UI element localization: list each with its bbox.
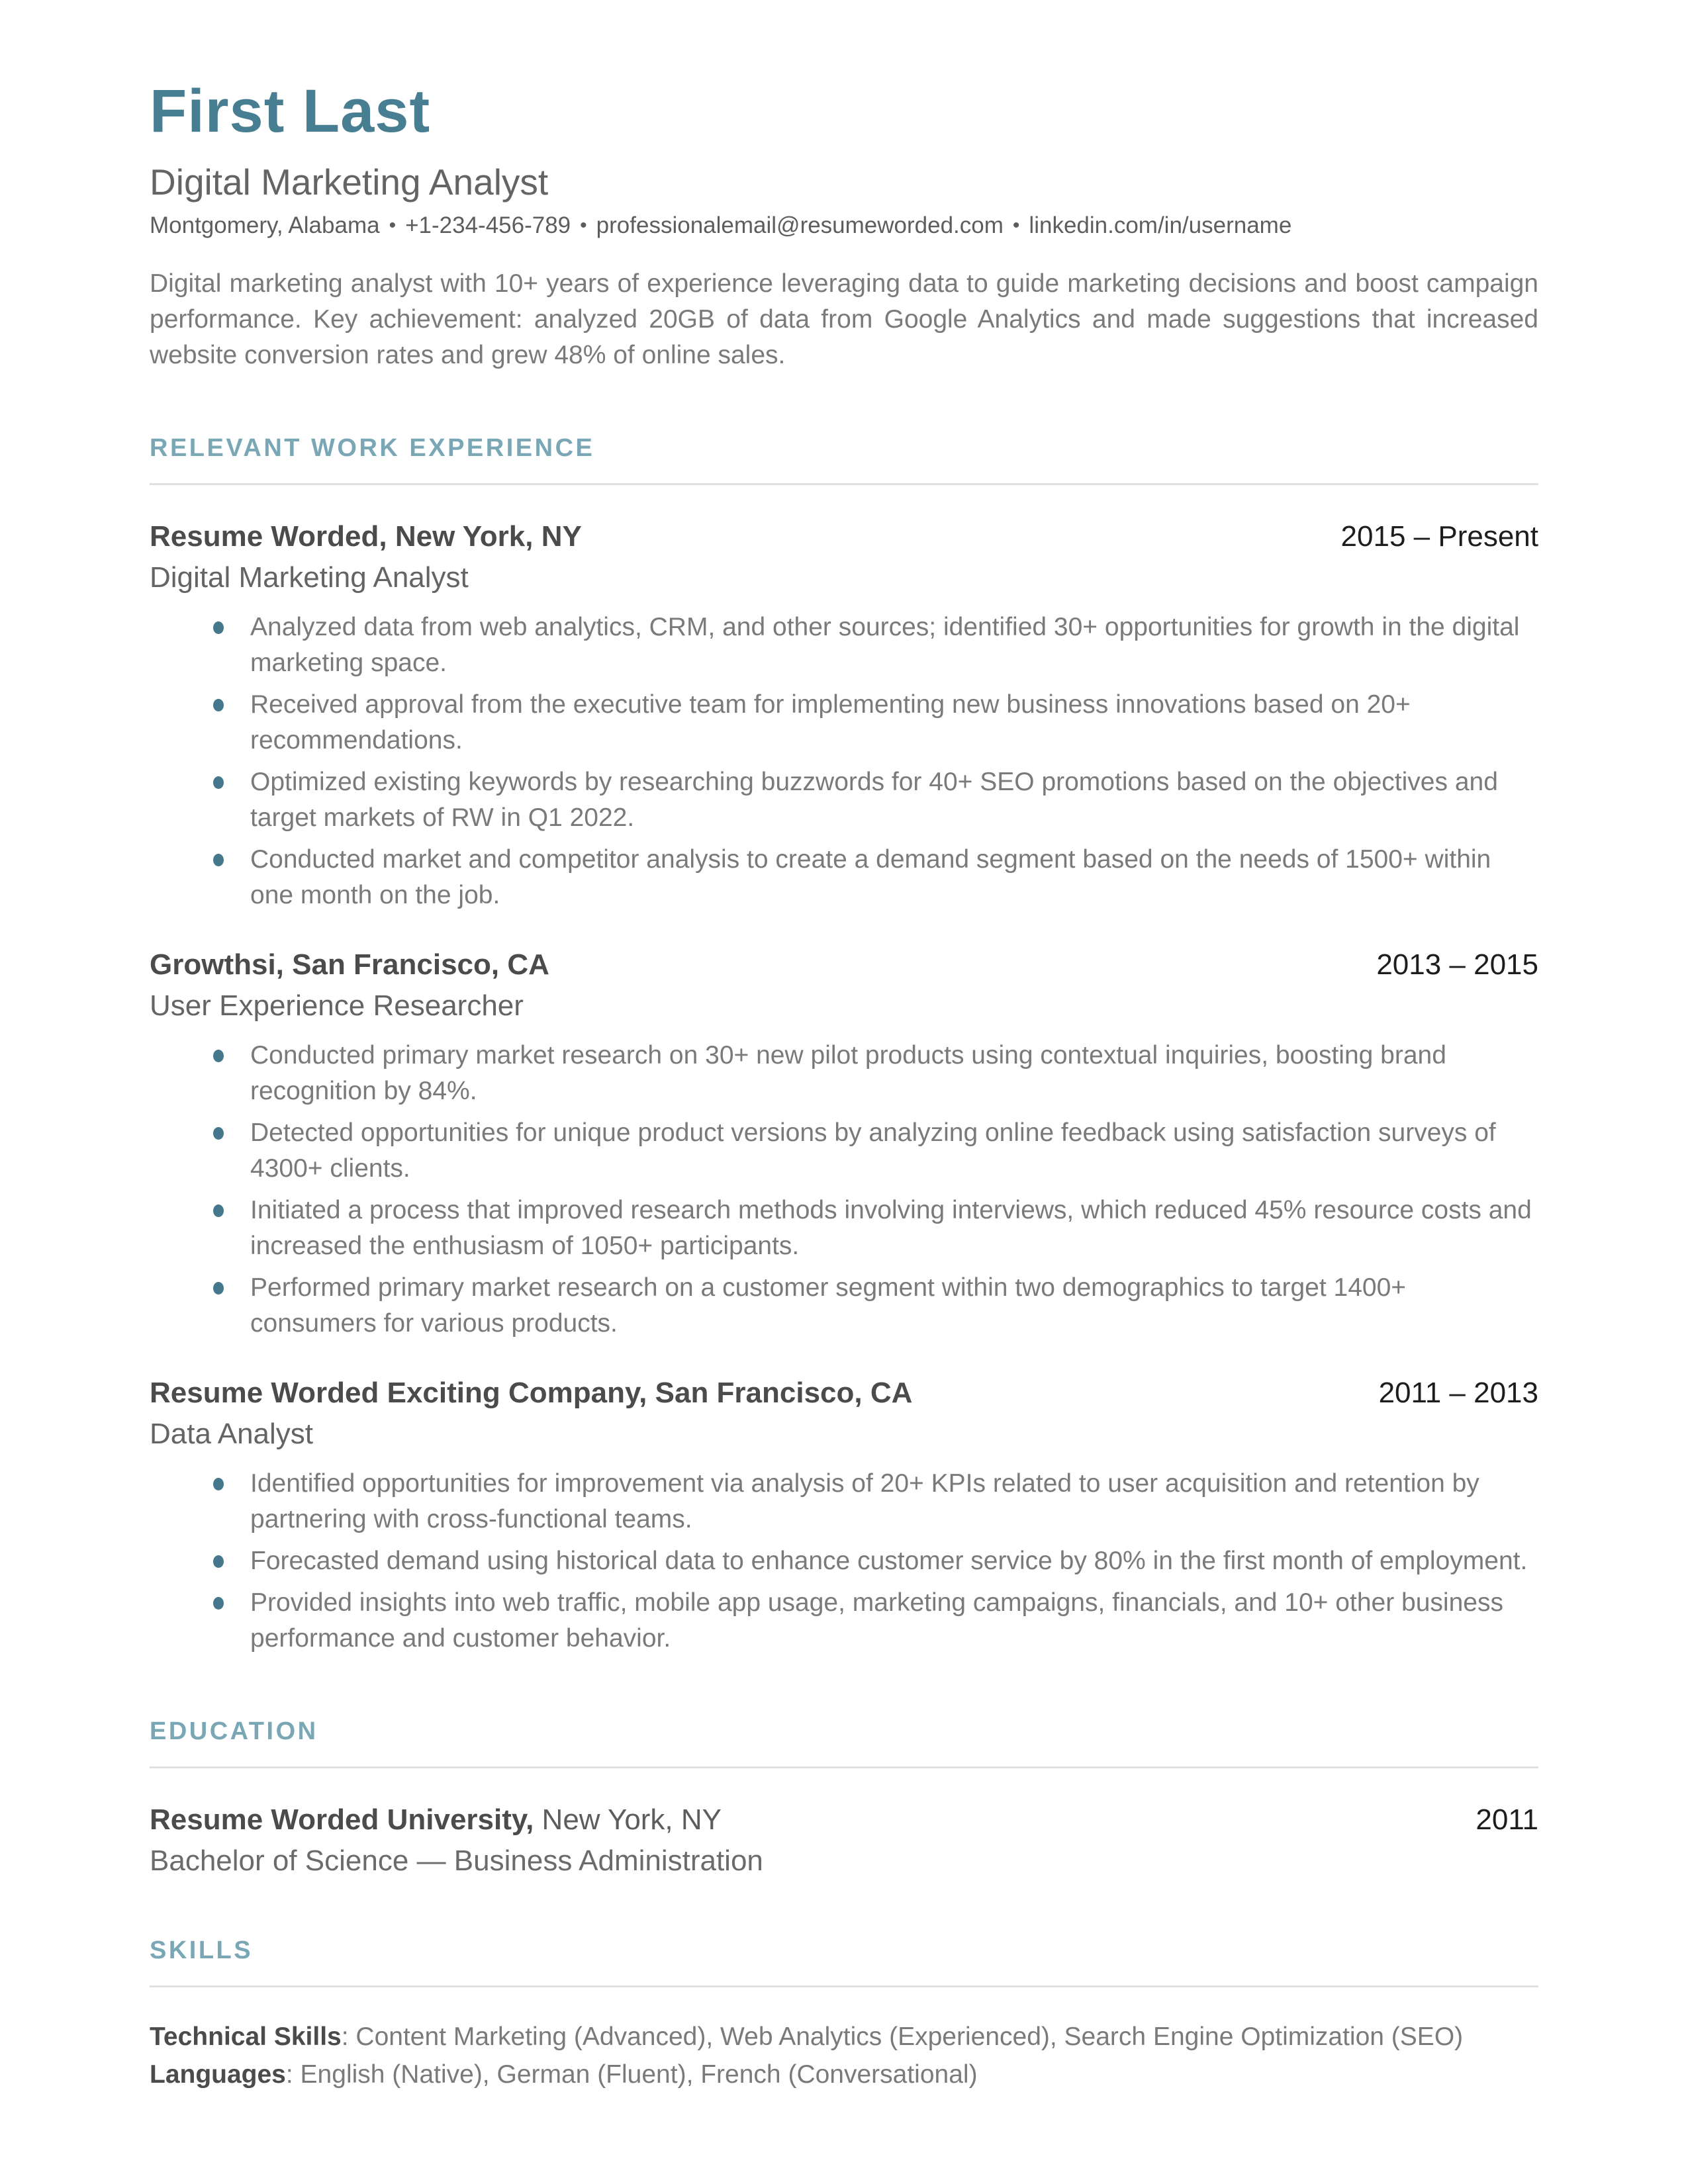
job-dates: 2011 – 2013 (1378, 1377, 1538, 1409)
bullet-text: Identified opportunities for improvement via analysis of 20+ KPIs related to user acquisition and retention by partnering with cross-functional teams. (250, 1469, 1479, 1533)
skills-block (150, 2018, 1538, 2093)
skills-heading: SKILLS (150, 1936, 254, 1964)
bullet-text: Conducted primary market research on 30+ new pilot products using contextual inquiries, boosting brand recognition by 84%. (250, 1041, 1446, 1105)
skill-label: Languages (150, 2060, 286, 2089)
skill-values: : English (Native), German (Fluent), French (Conversational) (285, 2060, 978, 2089)
section-divider (150, 483, 1538, 485)
bullet-dot (213, 1127, 224, 1140)
job-bullet-list (150, 1038, 1538, 1342)
education-heading: EDUCATION (150, 1717, 318, 1745)
bullet-item (150, 1270, 1538, 1342)
bullet-item (150, 1543, 1538, 1579)
section-divider (150, 1766, 1538, 1768)
company-name: Resume Worded, New York, NY (150, 520, 582, 553)
bullet-dot (213, 1478, 224, 1490)
section-education (150, 1719, 1538, 1876)
bullet-item (150, 764, 1538, 836)
bullet-text: Performed primary market research on a customer segment within two demographics to target 1400+ consumers for various products. (250, 1273, 1407, 1338)
job-role: User Experience Researcher (150, 989, 524, 1022)
job-entry (150, 522, 1538, 913)
job-entry-header (150, 1379, 1538, 1408)
contact-location: Montgomery, Alabama (150, 212, 380, 238)
institution-bold: Resume Worded University, (150, 1803, 534, 1836)
education-dates: 2011 (1476, 1803, 1538, 1836)
bullet-dot (213, 1282, 224, 1295)
contact-linkedin: linkedin.com/in/username (1029, 212, 1292, 238)
job-entry (150, 1379, 1538, 1657)
bullet-item (150, 1466, 1538, 1537)
skill-values: : Content Marketing (Advanced), Web Analytics (Experienced), Search Engine Optimization (SEO) (341, 2023, 1464, 2051)
bullet-dot (213, 1050, 224, 1062)
skill-line-technical (150, 2018, 1538, 2056)
bullet-text: Provided insights into web traffic, mobile app usage, marketing campaigns, financials, and 10+ other business performance and customer behavior. (250, 1588, 1503, 1653)
contact-separator: • (1012, 214, 1020, 236)
contact-email: professionalemail@resumeworded.com (596, 212, 1004, 238)
education-entry-header (150, 1805, 1538, 1835)
bullet-text: Optimized existing keywords by researching buzzwords for 40+ SEO promotions based on the objectives and target markets of RW in Q1 2022. (250, 768, 1498, 832)
bullet-item (150, 1115, 1538, 1187)
bullet-text: Detected opportunities for unique product versions by analyzing online feedback using satisfaction surveys of 4300+ clients. (250, 1118, 1496, 1183)
experience-heading: RELEVANT WORK EXPERIENCE (150, 434, 595, 462)
job-bullet-list (150, 1466, 1538, 1657)
job-dates: 2015 – Present (1340, 520, 1538, 553)
job-dates: 2013 – 2015 (1376, 948, 1538, 981)
bullet-text: Initiated a process that improved research methods involving interviews, which reduced 45% resource costs and increased the enthusiasm of 1050+ participants. (250, 1196, 1532, 1260)
bullet-text: Analyzed data from web analytics, CRM, and other sources; identified 30+ opportunities for growth in the digital marketing space. (250, 613, 1520, 677)
skill-line-languages (150, 2056, 1538, 2093)
bullet-item (150, 610, 1538, 681)
section-divider (150, 1985, 1538, 1987)
bullet-dot (213, 854, 224, 866)
job-bullet-list (150, 610, 1538, 913)
bullet-dot (213, 1555, 224, 1568)
bullet-dot (213, 776, 224, 789)
bullet-item (150, 1038, 1538, 1109)
job-role: Digital Marketing Analyst (150, 561, 469, 594)
job-role: Data Analyst (150, 1418, 314, 1450)
bullet-item (150, 1193, 1538, 1264)
company-name: Growthsi, San Francisco, CA (150, 948, 549, 981)
person-job-title: Digital Marketing Analyst (150, 161, 549, 203)
job-entry-header (150, 950, 1538, 979)
bullet-item (150, 1585, 1538, 1657)
summary-text: Digital marketing analyst with 10+ years of experience leveraging data to guide marketing decisions and boost campaign performance. Key achievement: analyzed 20GB of data from Google Analytics and made suggestions that increased website conversion rates and grew 48% of online sales. (150, 269, 1538, 369)
contact-phone: +1-234-456-789 (405, 212, 571, 238)
resume-header (150, 0, 1538, 373)
job-entry (150, 950, 1538, 1342)
bullet-dot (213, 1597, 224, 1610)
bullet-dot (213, 1205, 224, 1217)
section-skills (150, 1938, 1538, 2093)
person-name: First Last (150, 77, 431, 145)
bullet-item (150, 687, 1538, 758)
education-entry (150, 1805, 1538, 1876)
bullet-dot (213, 621, 224, 634)
contact-separator: • (389, 214, 397, 236)
contact-line (150, 214, 1538, 237)
company-name: Resume Worded Exciting Company, San Francisco, CA (150, 1377, 913, 1409)
degree-line: Bachelor of Science — Business Administration (150, 1844, 763, 1877)
bullet-item (150, 842, 1538, 913)
bullet-dot (213, 699, 224, 711)
institution-location: New York, NY (534, 1803, 722, 1836)
skill-label: Technical Skills (150, 2023, 342, 2051)
contact-separator: • (580, 214, 587, 236)
bullet-text: Forecasted demand using historical data to enhance customer service by 80% in the first month of employment. (250, 1547, 1528, 1575)
job-entry-header (150, 522, 1538, 551)
section-experience (150, 435, 1538, 1657)
bullet-text: Received approval from the executive team for implementing new business innovations based on 20+ recommendations. (250, 690, 1411, 754)
bullet-text: Conducted market and competitor analysis to create a demand segment based on the needs of 1500+ within one month on the job. (250, 845, 1491, 909)
institution-name (150, 1805, 722, 1835)
